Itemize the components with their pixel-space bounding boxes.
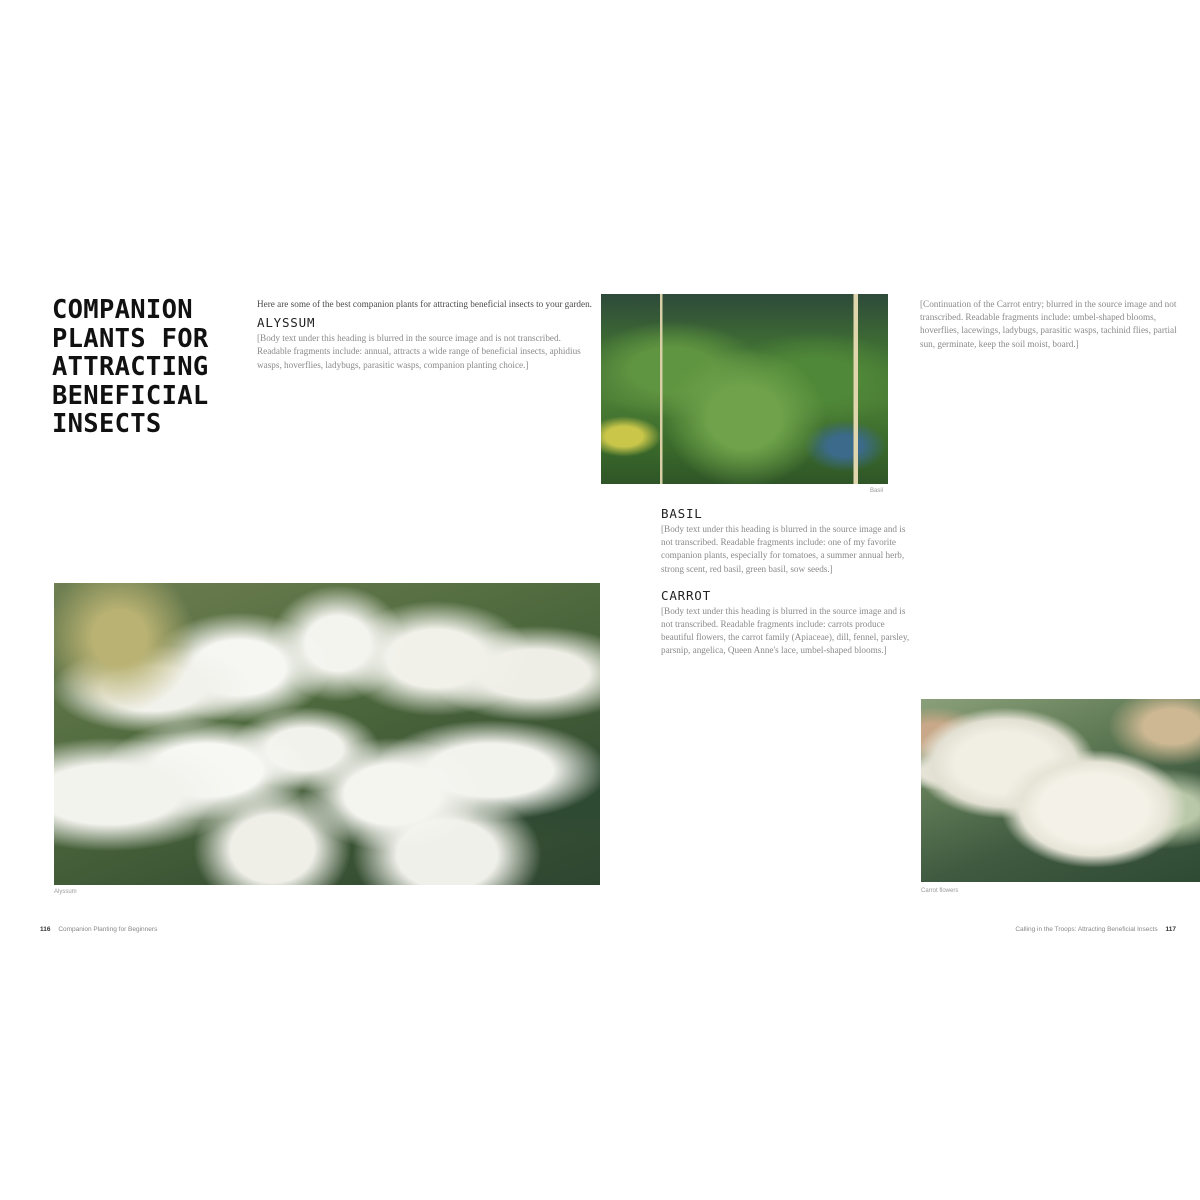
alyssum-paragraph: [Body text under this heading is blurred in the source image and is not transcribed. Readable fragments include: annual, attracts a wide range of beneficial insects, aphidius wasps, hoverflies, ladybugs, parasitic wasps, companion planting choice.]	[257, 333, 581, 370]
carrot-paragraph: [Body text under this heading is blurred in the source image and is not transcribed. Readable fragments include: carrots produce beautiful flowers, the carrot family (Apiaceae), dill, fennel, parsley, parsnip, angelica, Queen Anne's lace, umbel-shaped blooms.]	[661, 605, 910, 656]
right-page-number: 117	[1165, 926, 1176, 933]
left-running-head: Companion Planting for Beginners	[58, 926, 158, 933]
intro-paragraph: Here are some of the best companion plants for attracting beneficial insects to your garden.	[257, 299, 592, 309]
carrot-continued-column	[920, 298, 1185, 351]
section-heading-alyssum: ALYSSUM	[257, 315, 316, 331]
carrot-flowers-photo	[921, 699, 1200, 882]
right-folio	[1015, 926, 1182, 933]
left-page-number: 116	[40, 926, 51, 933]
left-folio	[34, 926, 157, 933]
basil-photo-caption: Basil	[870, 488, 884, 494]
alyssum-photo-caption: Alyssum	[54, 889, 77, 895]
section-heading-basil: BASIL	[661, 506, 703, 521]
carrot-continued-paragraph: [Continuation of the Carrot entry; blurred in the source image and not transcribed. Readable fragments include: umbel-shaped blooms, hoverflies, lacewings, ladybugs, parasitic wasps, tachinid flies, partial sun, germinate, keep the soil moist, board.]	[920, 299, 1177, 349]
basil-carrot-text-column	[661, 502, 911, 658]
basil-photo	[601, 294, 888, 484]
carrot-flowers-photo-caption: Carrot flowers	[921, 888, 959, 894]
page-headline: COMPANION PLANTS FOR ATTRACTING BENEFICIAL INSECTS	[52, 295, 209, 439]
section-heading-carrot: CARROT	[661, 587, 711, 603]
right-running-head: Calling in the Troops: Attracting Beneficial Insects	[1015, 926, 1158, 933]
basil-paragraph: [Body text under this heading is blurred in the source image and is not transcribed. Readable fragments include: one of my favorite companion plants, especially for tomatoes, a summer annual herb, strong scent, red basil, green basil, sow seeds.]	[661, 524, 906, 574]
alyssum-photo	[54, 583, 600, 885]
alyssum-text-column	[257, 298, 592, 372]
